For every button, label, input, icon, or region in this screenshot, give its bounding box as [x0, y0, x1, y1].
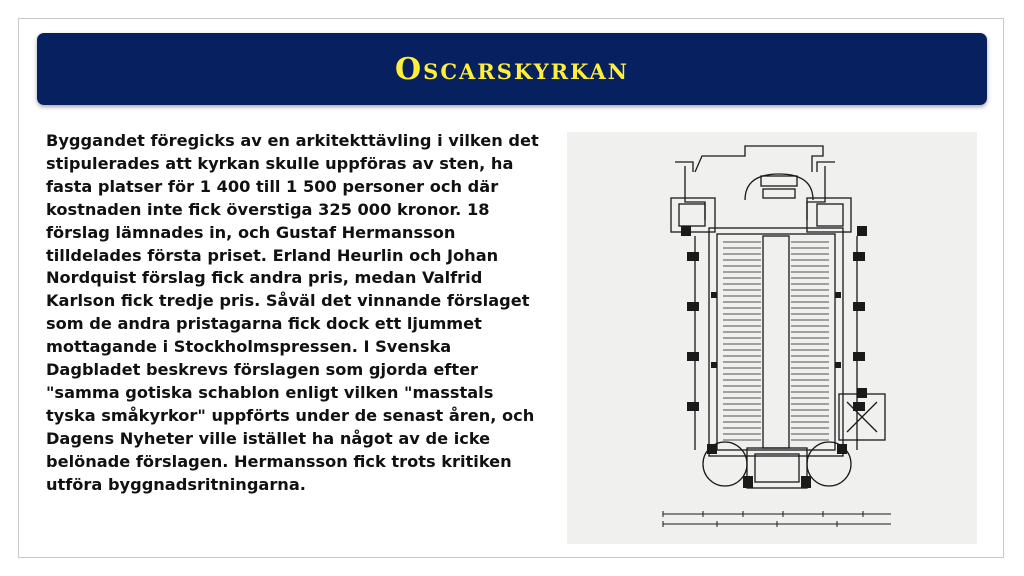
body-text: Byggandet föregicks av en arkitekttävling i vilken det stipulerades att kyrkan skulle uppföras av sten, ha fasta platser för 1 400 till 1 500 personer och där kostnaden inte fick överstiga 325 000 kronor. 18 förslag lämnades in, och Gustaf Hermansson tilldelades första priset. Erland Heurlin och Johan Nordquist förslag fick andra pris, medan Valfrid Karlson fick tredje pris. Såväl det vinnande förslaget som de andra pristagarna fick dock ett ljummet mottagande i Stockholmspressen. I Svenska Dagbladet beskrevs förslagen som gjorda efter "samma gotiska schablon enligt vilken "masstals tyska småkyrkor" uppförts under de senast åren, och Dagens Nyheter ville istället ha något av de icke belönade förslagen. Hermansson fick trots kritiken utföra byggnadsritningarna. — [46, 131, 539, 494]
title-bar — [37, 33, 987, 105]
floor-plan-image — [567, 132, 977, 544]
slide-title: Oscarskyrkan — [395, 51, 629, 87]
